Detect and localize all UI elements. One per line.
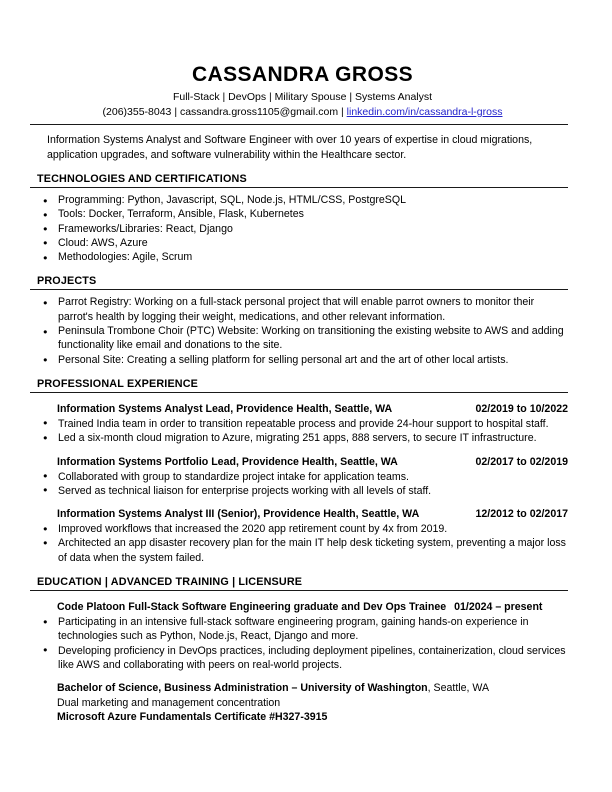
list-item: ● Trained India team in order to transition repeatable process and provide 24-hour support to hospital staff. — [30, 417, 575, 431]
list-item: ● Improved workflows that increased the 2020 app retirement count by 4x from 2019. — [30, 522, 575, 536]
header-divider — [30, 124, 568, 125]
job-dates: 12/2012 to 02/2017 — [475, 508, 568, 521]
list-item: ● Tools: Docker, Terraform, Ansible, Flask, Kubernetes — [30, 207, 575, 221]
program-bullet-list — [30, 615, 575, 672]
contact-separator-1: | — [171, 106, 180, 118]
job-header — [30, 402, 575, 417]
phone-number: (206)355-8043 — [102, 106, 172, 118]
section-heading-education: EDUCATION | ADVANCED TRAINING | LICENSURE — [37, 576, 303, 589]
resume-header — [30, 62, 575, 120]
section-heading-experience: PROFESSIONAL EXPERIENCE — [37, 377, 199, 390]
section-divider-experience — [30, 392, 568, 393]
professional-summary: Information Systems Analyst and Software Engineer with over 10 years of expertise in cloud migrations, application upgrades, and software vulnerability within the Healthcare sector. — [47, 134, 533, 161]
job-bullet-list — [30, 417, 575, 446]
job-dates: 02/2017 to 02/2019 — [475, 455, 568, 468]
section-divider-projects — [30, 289, 568, 290]
list-item: ● Frameworks/Libraries: React, Django — [30, 222, 575, 236]
job-title: Information Systems Portfolio Lead, Providence Health, Seattle, WA — [57, 455, 398, 468]
job-bullet-list — [30, 470, 575, 499]
list-item: ● Collaborated with group to standardize project intake for application teams. — [30, 470, 575, 484]
program-dates: 01/2024 – present — [454, 601, 543, 614]
list-item: ● Programming: Python, Javascript, SQL, Node.js, HTML/CSS, PostgreSQL — [30, 193, 575, 207]
candidate-name: CASSANDRA GROSS — [191, 63, 414, 86]
list-item: ● Architected an app disaster recovery plan for the main IT help desk ticketing system, preventing a major loss of data when the system failed. — [30, 536, 575, 565]
section-divider-technologies — [30, 187, 568, 188]
list-item: ● Participating in an intensive full-stack software engineering program, gaining hands-on experience in technologies such as Python, Node.js, React, Django and more. — [30, 615, 575, 644]
email-address: cassandra.gross1105@gmail.com — [179, 106, 339, 118]
degree-concentration: Dual marketing and management concentration — [57, 696, 281, 709]
list-item: ● Peninsula Trombone Choir (PTC) Website: Working on transitioning the existing website to AWS and adding functionality like email and donations to the site. — [30, 324, 575, 353]
certificate-line: Microsoft Azure Fundamentals Certificate #H327-3915 — [57, 711, 328, 724]
candidate-tagline: Full-Stack | DevOps | Military Spouse | Systems Analyst — [172, 91, 433, 103]
section-heading-projects: PROJECTS — [37, 275, 97, 288]
list-item: ● Developing proficiency in DevOps practices, including deployment pipelines, containerization, cloud services like AWS and collaborating with peers on real-world projects. — [30, 644, 575, 673]
program-header — [30, 600, 575, 615]
degree-location: , Seattle, WA — [427, 682, 490, 695]
experience-entry — [30, 507, 575, 565]
contact-line — [30, 105, 575, 120]
technologies-list — [30, 193, 575, 264]
experience-entry — [30, 455, 575, 499]
list-item: ● Served as technical liaison for enterprise projects working with all levels of staff. — [30, 484, 575, 498]
education-entry-program — [30, 600, 575, 672]
list-item: ● Led a six-month cloud migration to Azure, migrating 251 apps, 888 servers, to secure IT infrastructure. — [30, 431, 575, 445]
education-entry-degree — [30, 681, 575, 725]
job-title: Information Systems Analyst Lead, Providence Health, Seattle, WA — [57, 402, 393, 415]
contact-separator-2: | — [338, 106, 347, 118]
linkedin-link[interactable]: linkedin.com/in/cassandra-l-gross — [346, 106, 503, 118]
list-item: ● Methodologies: Agile, Scrum — [30, 250, 575, 264]
list-item: ● Personal Site: Creating a selling platform for selling personal art and the art of other local artists. — [30, 353, 575, 367]
experience-entry — [30, 402, 575, 446]
job-header — [30, 507, 575, 522]
list-item: ● Parrot Registry: Working on a full-stack personal project that will enable parrot owners to monitor their parrot's health by logging their weight, medications, and other relevant information. — [30, 295, 575, 324]
degree-line — [30, 681, 575, 696]
job-title: Information Systems Analyst III (Senior), Providence Health, Seattle, WA — [57, 508, 420, 521]
section-divider-education — [30, 590, 568, 591]
program-title: Code Platoon Full-Stack Software Engineering graduate and Dev Ops Trainee — [57, 601, 447, 614]
projects-list — [30, 295, 575, 366]
job-bullet-list — [30, 522, 575, 565]
job-dates: 02/2019 to 10/2022 — [475, 402, 568, 415]
section-heading-technologies: TECHNOLOGIES AND CERTIFICATIONS — [37, 173, 247, 185]
list-item: ● Cloud: AWS, Azure — [30, 236, 575, 250]
job-header — [30, 455, 575, 470]
degree-title: Bachelor of Science, Business Administration – University of Washington — [57, 682, 428, 695]
